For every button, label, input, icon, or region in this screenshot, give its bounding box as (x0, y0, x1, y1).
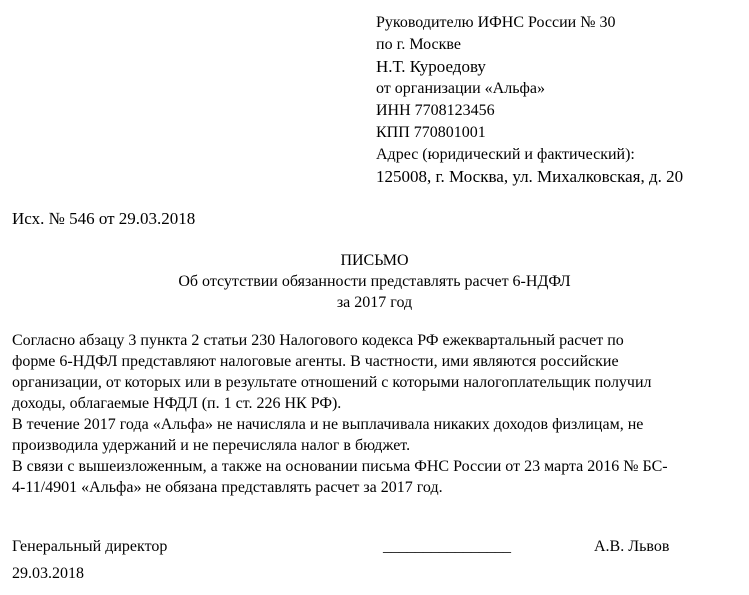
letter-period: за 2017 год (336, 294, 413, 311)
letter-heading: ПИСЬМО (340, 252, 409, 269)
body-line: производила удержаний и не перечисляла налог в бюджет. (12, 437, 411, 454)
signature-date: 29.03.2018 (12, 565, 84, 582)
body-line: 4-11/4901 «Альфа» не обязана представлять расчет за 2017 год. (12, 479, 443, 496)
body-line: организации, от которых или в результате отношений с которыми налогоплательщик получил (12, 374, 652, 391)
sender-kpp: КПП 770801001 (376, 124, 486, 141)
body-line: Согласно абзацу 3 пункта 2 статьи 230 Налогового кодекса РФ ежеквартальный расчет по (12, 332, 624, 349)
sender-organization: от организации «Альфа» (376, 80, 545, 97)
sender-address: 125008, г. Москва, ул. Михалковская, д. 20 (376, 167, 684, 186)
body-line: В течение 2017 года «Альфа» не начисляла и не выплачивала никаких доходов физлицам, не (12, 416, 644, 433)
addressee-block (376, 12, 746, 188)
outgoing-reference: Исх. № 546 от 29.03.2018 (12, 209, 196, 228)
signatory-name: А.В. Львов (594, 538, 670, 555)
sender-address-label: Адрес (юридический и фактический): (376, 146, 635, 163)
addressee-name: Н.Т. Куроедову (376, 57, 486, 76)
signature-line: ________________ (383, 538, 511, 555)
letter-body (12, 330, 740, 498)
body-line: доходы, облагаемые НФДЛ (п. 1 ст. 226 НК РФ). (12, 395, 342, 412)
signatory-position: Генеральный директор (12, 538, 168, 555)
addressee-recipient: Руководителю ИФНС России № 30 (376, 14, 616, 31)
letter-subject: Об отсутствии обязанности представлять расчет 6-НДФЛ (178, 273, 571, 290)
addressee-city: по г. Москве (376, 36, 461, 53)
body-line: В связи с вышеизложенным, а также на основании письма ФНС России от 23 марта 2016 № БС- (12, 458, 668, 475)
signature-block (0, 538, 749, 560)
letter-title-block (0, 250, 749, 313)
sender-inn: ИНН 7708123456 (376, 102, 495, 119)
body-line: форме 6-НДФЛ представляют налоговые агенты. В частности, ими являются российские (12, 353, 619, 370)
